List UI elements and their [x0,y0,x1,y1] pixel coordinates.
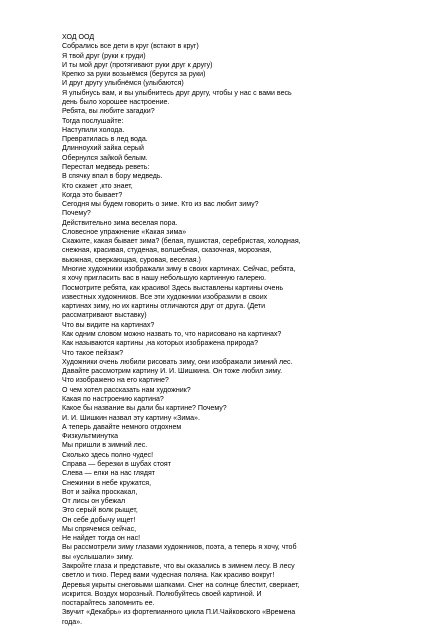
text-line: Посмотрите ребята, как красиво! Здесь выставлены картины очень [62,284,284,292]
text-line: ХОД ООД [62,34,95,41]
text-line: Длинноухий зайка серый [62,145,144,153]
text-line: О чем хотел рассказать нам художник? [62,386,191,394]
text-line: Справа — березки в шубах стоят [62,460,171,468]
text-line: постарайтесь запомнить ее. [62,600,155,608]
text-line: искрится. Воздух морозный. Полюбуйтесь своей картиной. И [62,590,262,598]
text-line: Деревья укрыты снеговыми шапками. Снег на солнце блестит, сверкает, [62,581,300,589]
text-line: Физкультминутка [62,433,119,441]
text-line: И друг другу улыбнёмся (улыбаются) [62,80,184,88]
text-line: Перестал медведь реветь: [62,163,150,171]
text-line: Превратилась в лед вода. [62,136,148,144]
text-line: Что вы видите на картинах? [62,321,155,329]
text-line: известных художников. Все эти художники изобразили в своих [62,293,268,301]
text-line: Наступили холода. [62,126,125,134]
text-line: Он себе добычу ищет! [62,516,136,524]
text-line: Как одним словом можно назвать то, что нарисовано на картинах? [62,331,282,338]
text-line: Закройте глаза и представьте, что вы оказались в зимнем лесу. В лесу [62,563,295,571]
text-line: Мы спрячемся сейчас, [62,525,137,533]
text-line: Вы рассмотрели зиму глазами художников, поэта, а теперь я хочу, чтоб [62,544,297,552]
text-line: Почему? [62,210,91,218]
text-line: В спячку впал в бору медведь. [62,173,163,181]
text-line: Я улыбнусь вам, и вы улыбнитесь друг другу, чтобы у нас с вами весь [62,89,292,97]
text-line: Снежинки в небе кружатся, [62,479,152,487]
text-line: Ребята, вы любите загадки? [62,108,155,116]
text-line: Когда это бывает? [62,191,123,199]
text-line: вьюжная, сверкающая, суровая, веселая.) [62,256,201,264]
text-line: Тогда послушайте: [62,117,124,125]
text-line: Что такое пейзаж? [62,349,124,357]
text-line: Вот и зайка проскакал, [62,488,138,496]
text-line: Сколько здесь полно чудес! [62,451,154,459]
text-line: года». [62,618,83,626]
text-line: А теперь давайте немного отдохнем [62,423,182,431]
text-line: картинах зиму, но их картины отличаются друг от друга. (Дети [62,303,266,311]
text-line: Словесное упражнение «Какая зима» [62,228,187,236]
text-line: Собрались все дети в круг (встают в круг) [62,43,199,51]
text-line: Не найдет тогда он нас! [62,535,141,543]
text-line: От лисы он убежал [62,498,126,506]
text-line: Давайте рассмотрим картину И. И. Шишкина. Он тоже любил зиму. [62,368,283,376]
text-line: Обернулся зайкой белым. [62,154,148,162]
text-line: Действительно зима веселая пора. [62,219,178,227]
text-line: я хочу пригласить вас в нашу небольшую картинную галерею. [62,275,267,283]
text-line: Художники очень любили рисовать зиму, они изображали зимний лес. [62,358,293,366]
text-line: Я твой друг (руки к груди) [62,52,146,60]
text-line: Скажите, какая бывает зима? (белая, пушистая, серебристая, холодная, [62,238,301,246]
text-line: Крепко за руки возьмёмся (берутся за руки) [62,71,206,79]
text-line: вы «услышали» зиму. [62,553,134,561]
text-line: Какое бы название вы дали бы картине? Почему? [62,405,227,413]
text-line: И ты мой друг (протягивают руки друг к другу) [62,61,213,69]
text-line: Кто скажет ,кто знает, [62,182,133,190]
text-line: снежная, красивая, студеная, волшебная, сказочная, морозная, [62,247,272,255]
text-line: Звучит «Декабрь» из фортепианного цикла П.И.Чайковского «Времена [62,609,296,617]
text-line: Это серый волк рыщет, [62,507,138,515]
text-line: рассматривают выставку) [62,312,147,320]
text-line: Какая по настроению картина? [62,395,164,403]
text-line: Многие художники изображали зиму в своих картинах. Сейчас, ребята, [62,266,296,274]
text-line: Сегодня мы будем говорить о зиме. Кто из вас любит зиму? [62,201,259,209]
text-line: Что изображено на его картине? [62,377,169,385]
text-line: день было хорошее настроение. [62,98,170,106]
text-line: светло и тихо. Перед вами чудесная поляна. Как красиво вокруг! [62,572,275,580]
document-page [62,33,422,627]
text-line: Мы пришли в зимний лес. [62,442,148,450]
text-line: Как называются картины ,на которых изображена природа? [62,340,259,348]
text-line: Слева — елки на нас глядят [62,470,155,478]
text-line: И. И. Шишкин назвал эту картину «Зима». [62,414,200,422]
